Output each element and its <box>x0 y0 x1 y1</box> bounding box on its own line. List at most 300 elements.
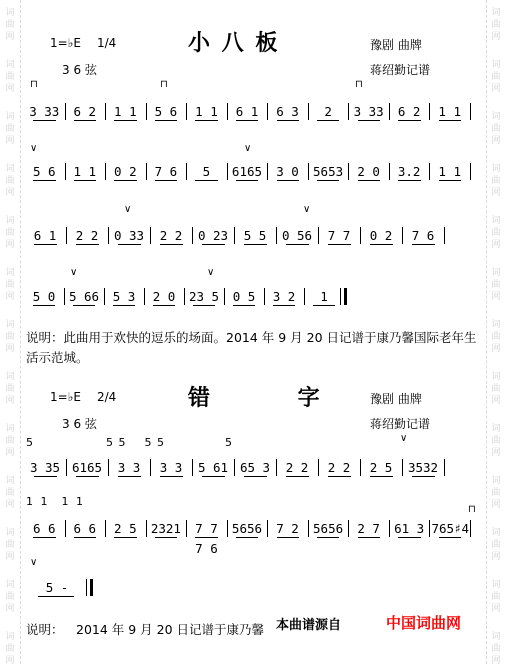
piece2-key: 1=♭E <box>50 390 81 404</box>
bow-mark: ∨ <box>207 267 215 278</box>
final-barline <box>344 288 347 305</box>
watermark-char: 曲 <box>491 644 501 654</box>
barline <box>308 103 309 120</box>
watermark-char: 网 <box>5 240 15 250</box>
source-label: 本曲谱源自 <box>276 618 342 633</box>
watermark-char: 词 <box>491 580 501 590</box>
watermark-char: 词 <box>5 424 15 434</box>
barline <box>276 459 277 476</box>
beam-underline <box>155 180 177 181</box>
measure-notes: 5 61 <box>197 460 229 475</box>
watermark-char: 词 <box>491 164 501 174</box>
watermark-char: 词 <box>5 164 15 174</box>
watermark-char: 词 <box>5 216 15 226</box>
beam-underline <box>74 180 96 181</box>
beam-underline <box>328 244 351 245</box>
beam-underline <box>398 537 420 538</box>
beam-underline <box>244 476 267 477</box>
watermark-char: 曲 <box>5 592 15 602</box>
beam-underline <box>160 244 183 245</box>
barline <box>234 227 235 244</box>
watermark-char: 曲 <box>5 176 15 186</box>
bow-mark: ⊓ <box>355 79 363 90</box>
piece1-genre: 豫剧 曲牌 <box>370 38 422 52</box>
watermark-char: 网 <box>491 656 501 666</box>
barline <box>104 288 105 305</box>
beam-underline <box>273 305 295 306</box>
watermark-char: 曲 <box>491 176 501 186</box>
piece1-note: 说明：此曲用于欢快的逗乐的场面。2014 年 9 月 20 日记谱于康乃馨国际老年生活示范城。 <box>26 330 477 365</box>
measure-notes: 23 5 <box>188 289 220 304</box>
watermark-char: 曲 <box>491 280 501 290</box>
beam-underline <box>195 180 217 181</box>
piece2-upper-marks-2: 1 1 1 1 <box>26 495 85 508</box>
measure-notes: 5 - <box>45 580 69 595</box>
piece2-staff-row-1 <box>26 458 488 478</box>
watermark-char: 词 <box>5 112 15 122</box>
beam-underline <box>277 537 299 538</box>
watermark-char: 网 <box>491 84 501 94</box>
barline <box>348 520 349 537</box>
barline <box>65 163 66 180</box>
watermark-char: 词 <box>491 476 501 486</box>
beam-underline <box>236 180 258 181</box>
beam-underline <box>113 305 135 306</box>
measure-notes: 2 0 <box>357 164 380 179</box>
watermark-char: 网 <box>491 344 501 354</box>
beam-underline <box>33 305 55 306</box>
barline <box>150 459 151 476</box>
barline <box>65 103 66 120</box>
measure-notes: 3 3 <box>159 460 183 475</box>
piece2-instrument: 3 6 弦 <box>62 417 97 431</box>
watermark-char: 词 <box>5 268 15 278</box>
bow-mark: ∨ <box>244 143 252 154</box>
barline <box>276 227 277 244</box>
beam-underline <box>313 305 335 306</box>
barline <box>186 103 187 120</box>
watermark-char: 词 <box>491 112 501 122</box>
beam-underline <box>398 180 420 181</box>
measure-notes: 7 2 <box>276 521 299 536</box>
measure-notes: 0 5 <box>232 289 256 304</box>
measure-notes: 3 35 <box>29 460 61 475</box>
beam-underline <box>118 244 141 245</box>
watermark-char: 曲 <box>491 124 501 134</box>
measure-notes: 3 0 <box>276 164 299 179</box>
watermark-char: 网 <box>5 32 15 42</box>
beam-underline <box>76 244 99 245</box>
barline <box>402 227 403 244</box>
beam-underline <box>244 244 267 245</box>
watermark-char: 词 <box>5 580 15 590</box>
measure-notes: 6 2 <box>73 104 97 119</box>
watermark-char: 网 <box>5 500 15 510</box>
barline <box>429 103 430 120</box>
measure-notes: 1 1 <box>73 164 97 179</box>
beam-underline <box>114 120 136 121</box>
barline <box>186 520 187 537</box>
measure-notes: 0 23 <box>197 228 229 243</box>
piece1-title: 小 八 板 <box>188 30 280 56</box>
beam-underline <box>370 476 393 477</box>
beam-underline <box>38 596 74 597</box>
barline <box>105 163 106 180</box>
bow-mark: ∨ <box>70 267 78 278</box>
watermark-char: 曲 <box>5 436 15 446</box>
watermark-char: 网 <box>5 292 15 302</box>
beam-underline <box>33 537 55 538</box>
measure-notes: 5 <box>202 164 211 179</box>
watermark-char: 网 <box>5 448 15 458</box>
beam-underline <box>412 476 435 477</box>
watermark-char: 词 <box>5 60 15 70</box>
measure-notes: 3 3 <box>117 460 141 475</box>
measure-notes: 2 2 <box>75 228 99 243</box>
barline <box>429 520 430 537</box>
barline <box>267 103 268 120</box>
watermark-char: 曲 <box>5 332 15 342</box>
barline <box>234 459 235 476</box>
beam-underline <box>286 244 309 245</box>
barline <box>108 227 109 244</box>
measure-notes: 6 1 <box>33 228 57 243</box>
piece1-staff-row-3 <box>26 226 488 246</box>
watermark-char: 曲 <box>5 280 15 290</box>
final-barline-thin <box>340 288 341 305</box>
barline <box>144 288 145 305</box>
measure-notes: 6 1 <box>235 104 259 119</box>
measure-notes: 2321 <box>150 521 181 536</box>
final-barline-thin <box>86 579 87 596</box>
barline <box>389 520 390 537</box>
watermark-char: 词 <box>491 528 501 538</box>
watermark-char: 词 <box>5 632 15 642</box>
beam-underline <box>439 120 461 121</box>
measure-notes: 0 2 <box>369 228 393 243</box>
barline <box>304 288 305 305</box>
measure-notes: 2 5 <box>114 521 137 536</box>
measure-notes: 3 33 <box>29 104 60 119</box>
watermark-char: 词 <box>491 60 501 70</box>
beam-underline <box>33 120 55 121</box>
measure-notes: 1 1 <box>195 104 218 119</box>
watermark-char: 词 <box>491 268 501 278</box>
measure-notes: 2 0 <box>152 289 176 304</box>
watermark-char: 曲 <box>491 592 501 602</box>
barline <box>224 288 225 305</box>
measure-notes: 0 33 <box>113 228 145 243</box>
bow-mark: ∨ <box>303 204 311 215</box>
barline <box>389 163 390 180</box>
watermark-char: 曲 <box>5 124 15 134</box>
barline <box>108 459 109 476</box>
measure-notes: 3 33 <box>353 104 384 119</box>
barline <box>264 288 265 305</box>
beam-underline <box>118 476 141 477</box>
watermark-char: 网 <box>5 136 15 146</box>
measure-notes: 5 6 <box>154 104 178 119</box>
barline <box>105 520 106 537</box>
watermark-char: 曲 <box>491 332 501 342</box>
watermark-char: 网 <box>491 396 501 406</box>
measure-notes: 7 7 7 6 <box>195 521 218 556</box>
piece1-transcriber: 蒋绍勤记谱 <box>370 63 431 77</box>
beam-underline <box>317 120 339 121</box>
watermark-char: 词 <box>5 476 15 486</box>
piece1-staff-row-1 <box>26 102 488 122</box>
measure-notes: 5 3 <box>112 289 136 304</box>
measure-notes: 6 6 <box>73 521 97 536</box>
barline <box>150 227 151 244</box>
measure-notes: 2 2 <box>159 228 183 243</box>
source-brand-link[interactable]: 中国词曲网 <box>386 614 462 632</box>
beam-underline <box>155 120 177 121</box>
piece1-instrument: 3 6 弦 <box>62 63 97 77</box>
measure-notes: 65 3 <box>239 460 271 475</box>
barline <box>227 520 228 537</box>
beam-underline <box>34 476 57 477</box>
piece2-transcriber: 蒋绍勤记谱 <box>370 417 431 431</box>
watermark-char: 曲 <box>5 228 15 238</box>
piece1-staff-row-2 <box>26 162 488 182</box>
watermark-char: 网 <box>491 136 501 146</box>
watermark-char: 词 <box>5 528 15 538</box>
barline <box>227 103 228 120</box>
barline <box>470 163 471 180</box>
barline <box>360 227 361 244</box>
beam-underline <box>202 244 225 245</box>
barline <box>267 520 268 537</box>
measure-notes: 2 <box>324 104 332 119</box>
piece2-upper-marks-1: 5 5 5 5 5 5 <box>26 436 233 449</box>
watermark-char: 网 <box>491 32 501 42</box>
piece1-meter: 1/4 <box>97 36 117 50</box>
beam-underline <box>236 537 258 538</box>
watermark-char: 曲 <box>491 72 501 82</box>
piece2-meter: 2/4 <box>97 390 117 404</box>
watermark-char: 词 <box>491 632 501 642</box>
measure-notes: 6 2 <box>397 104 421 119</box>
piece2-genre: 豫剧 曲牌 <box>370 392 422 406</box>
beam-underline <box>317 180 339 181</box>
watermark-char: 网 <box>491 240 501 250</box>
watermark-char: 词 <box>491 424 501 434</box>
measure-notes: 3.2 <box>397 164 421 179</box>
measure-notes: 2 2 <box>327 460 351 475</box>
measure-notes: 0 2 <box>114 164 137 179</box>
barline <box>444 459 445 476</box>
watermark-char: 曲 <box>5 384 15 394</box>
beam-underline <box>195 537 217 538</box>
beam-underline <box>114 537 136 538</box>
barline <box>227 163 228 180</box>
watermark-char: 曲 <box>491 384 501 394</box>
beam-underline <box>76 476 99 477</box>
beam-underline <box>439 180 461 181</box>
beam-underline <box>358 120 380 121</box>
measure-notes: 6 6 <box>32 521 56 536</box>
beam-underline <box>277 180 299 181</box>
barline <box>402 459 403 476</box>
watermark-char: 网 <box>491 604 501 614</box>
watermark-char: 网 <box>491 552 501 562</box>
beam-underline <box>34 244 57 245</box>
barline <box>186 163 187 180</box>
watermark-char: 词 <box>5 8 15 18</box>
measure-notes: 2 5 <box>369 460 393 475</box>
piece1-key: 1=♭E <box>50 36 81 50</box>
watermark-char: 网 <box>5 344 15 354</box>
barline <box>105 103 106 120</box>
measure-notes: 3 2 <box>272 289 296 304</box>
measure-notes: 2 2 <box>285 460 309 475</box>
beam-underline <box>398 120 420 121</box>
measure-notes: 5 0 <box>32 289 56 304</box>
barline <box>146 103 147 120</box>
measure-notes: 5656 <box>231 521 263 536</box>
bow-mark: ∨ <box>30 557 38 568</box>
watermark-char: 词 <box>5 372 15 382</box>
measure-notes: 1 <box>320 289 328 304</box>
barline <box>66 459 67 476</box>
bow-mark: ∨ <box>124 204 132 215</box>
measure-notes: 5656 <box>313 521 344 536</box>
measure-notes: 6165 <box>231 164 263 179</box>
beam-underline <box>277 120 299 121</box>
beam-underline <box>202 476 225 477</box>
measure-notes: 5 5 <box>243 228 267 243</box>
beam-underline <box>317 537 339 538</box>
bow-mark: ⊓ <box>160 79 168 90</box>
watermark-char: 网 <box>491 292 501 302</box>
barline <box>66 227 67 244</box>
piece2-staff-row-3 <box>26 578 488 598</box>
watermark-char: 曲 <box>491 228 501 238</box>
barline <box>65 520 66 537</box>
watermark-char: 网 <box>5 188 15 198</box>
beam-underline <box>328 476 351 477</box>
beam-underline <box>153 305 175 306</box>
measure-notes: 6 3 <box>276 104 299 119</box>
measure-notes: 1 1 <box>438 104 461 119</box>
beam-underline <box>155 537 177 538</box>
measure-notes: 7 6 <box>154 164 178 179</box>
watermark-char: 曲 <box>5 644 15 654</box>
barline <box>146 520 147 537</box>
bow-mark: ∨ <box>400 433 408 444</box>
barline <box>318 459 319 476</box>
measure-notes: 5 6 <box>32 164 56 179</box>
watermark-char: 网 <box>5 396 15 406</box>
barline <box>470 520 471 537</box>
measure-notes: 61 3 <box>394 521 425 536</box>
beam-underline <box>412 244 435 245</box>
watermark-char: 网 <box>491 188 501 198</box>
watermark-char: 曲 <box>491 488 501 498</box>
barline <box>192 227 193 244</box>
measure-notes: 7 7 <box>327 228 351 243</box>
bow-mark: ⊓ <box>468 504 476 515</box>
piece2-note: 2014 年 9 月 20 日记谱于康乃馨 <box>76 622 265 637</box>
beam-underline <box>114 180 136 181</box>
watermark-char: 词 <box>5 320 15 330</box>
measure-notes: 3532 <box>407 460 439 475</box>
watermark-char: 曲 <box>5 20 15 30</box>
bow-mark: ⊓ <box>30 79 38 90</box>
beam-underline <box>439 537 461 538</box>
barline <box>389 103 390 120</box>
watermark-char: 词 <box>491 372 501 382</box>
watermark-char: 词 <box>491 216 501 226</box>
measure-notes: 6165 <box>71 460 103 475</box>
beam-underline <box>74 537 96 538</box>
barline <box>308 520 309 537</box>
beam-underline <box>233 305 255 306</box>
barline <box>348 103 349 120</box>
watermark-char: 曲 <box>491 20 501 30</box>
beam-underline <box>195 120 217 121</box>
measure-notes: 7 6 <box>411 228 435 243</box>
bow-mark: ∨ <box>30 143 38 154</box>
barline <box>429 163 430 180</box>
measure-notes: 5653 <box>313 164 344 179</box>
beam-underline <box>160 476 183 477</box>
watermark-char: 网 <box>5 552 15 562</box>
barline <box>146 163 147 180</box>
barline <box>267 163 268 180</box>
watermark-char: 曲 <box>5 72 15 82</box>
watermark-char: 网 <box>5 604 15 614</box>
watermark-char: 曲 <box>491 540 501 550</box>
beam-underline <box>358 537 380 538</box>
barline <box>470 103 471 120</box>
watermark-char: 词 <box>491 320 501 330</box>
piece1-staff-row-4 <box>26 287 488 307</box>
watermark-char: 网 <box>491 500 501 510</box>
measure-notes: 0 56 <box>281 228 313 243</box>
watermark-char: 曲 <box>491 436 501 446</box>
piece2-note-prefix: 说明： <box>26 622 64 637</box>
beam-underline <box>286 476 309 477</box>
measure-notes: 765♯4 <box>431 521 470 536</box>
beam-underline <box>358 180 380 181</box>
barline <box>348 163 349 180</box>
barline <box>318 227 319 244</box>
watermark-char: 词 <box>491 8 501 18</box>
piece2-staff-row-2 <box>26 519 488 556</box>
final-barline <box>90 579 93 596</box>
beam-underline <box>74 120 96 121</box>
measure-notes: 2 7 <box>357 521 380 536</box>
barline <box>360 459 361 476</box>
barline <box>184 288 185 305</box>
beam-underline <box>33 180 55 181</box>
watermark-char: 曲 <box>5 488 15 498</box>
beam-underline <box>370 244 393 245</box>
measure-notes: 1 1 <box>438 164 461 179</box>
piece2-title: 错 字 <box>188 385 360 411</box>
measure-notes: 5 66 <box>68 289 100 304</box>
barline <box>64 288 65 305</box>
barline <box>192 459 193 476</box>
measure-notes: 1 1 <box>114 104 137 119</box>
watermark-char: 曲 <box>5 540 15 550</box>
beam-underline <box>236 120 258 121</box>
barline <box>444 227 445 244</box>
watermark-char: 网 <box>491 448 501 458</box>
beam-underline <box>73 305 95 306</box>
